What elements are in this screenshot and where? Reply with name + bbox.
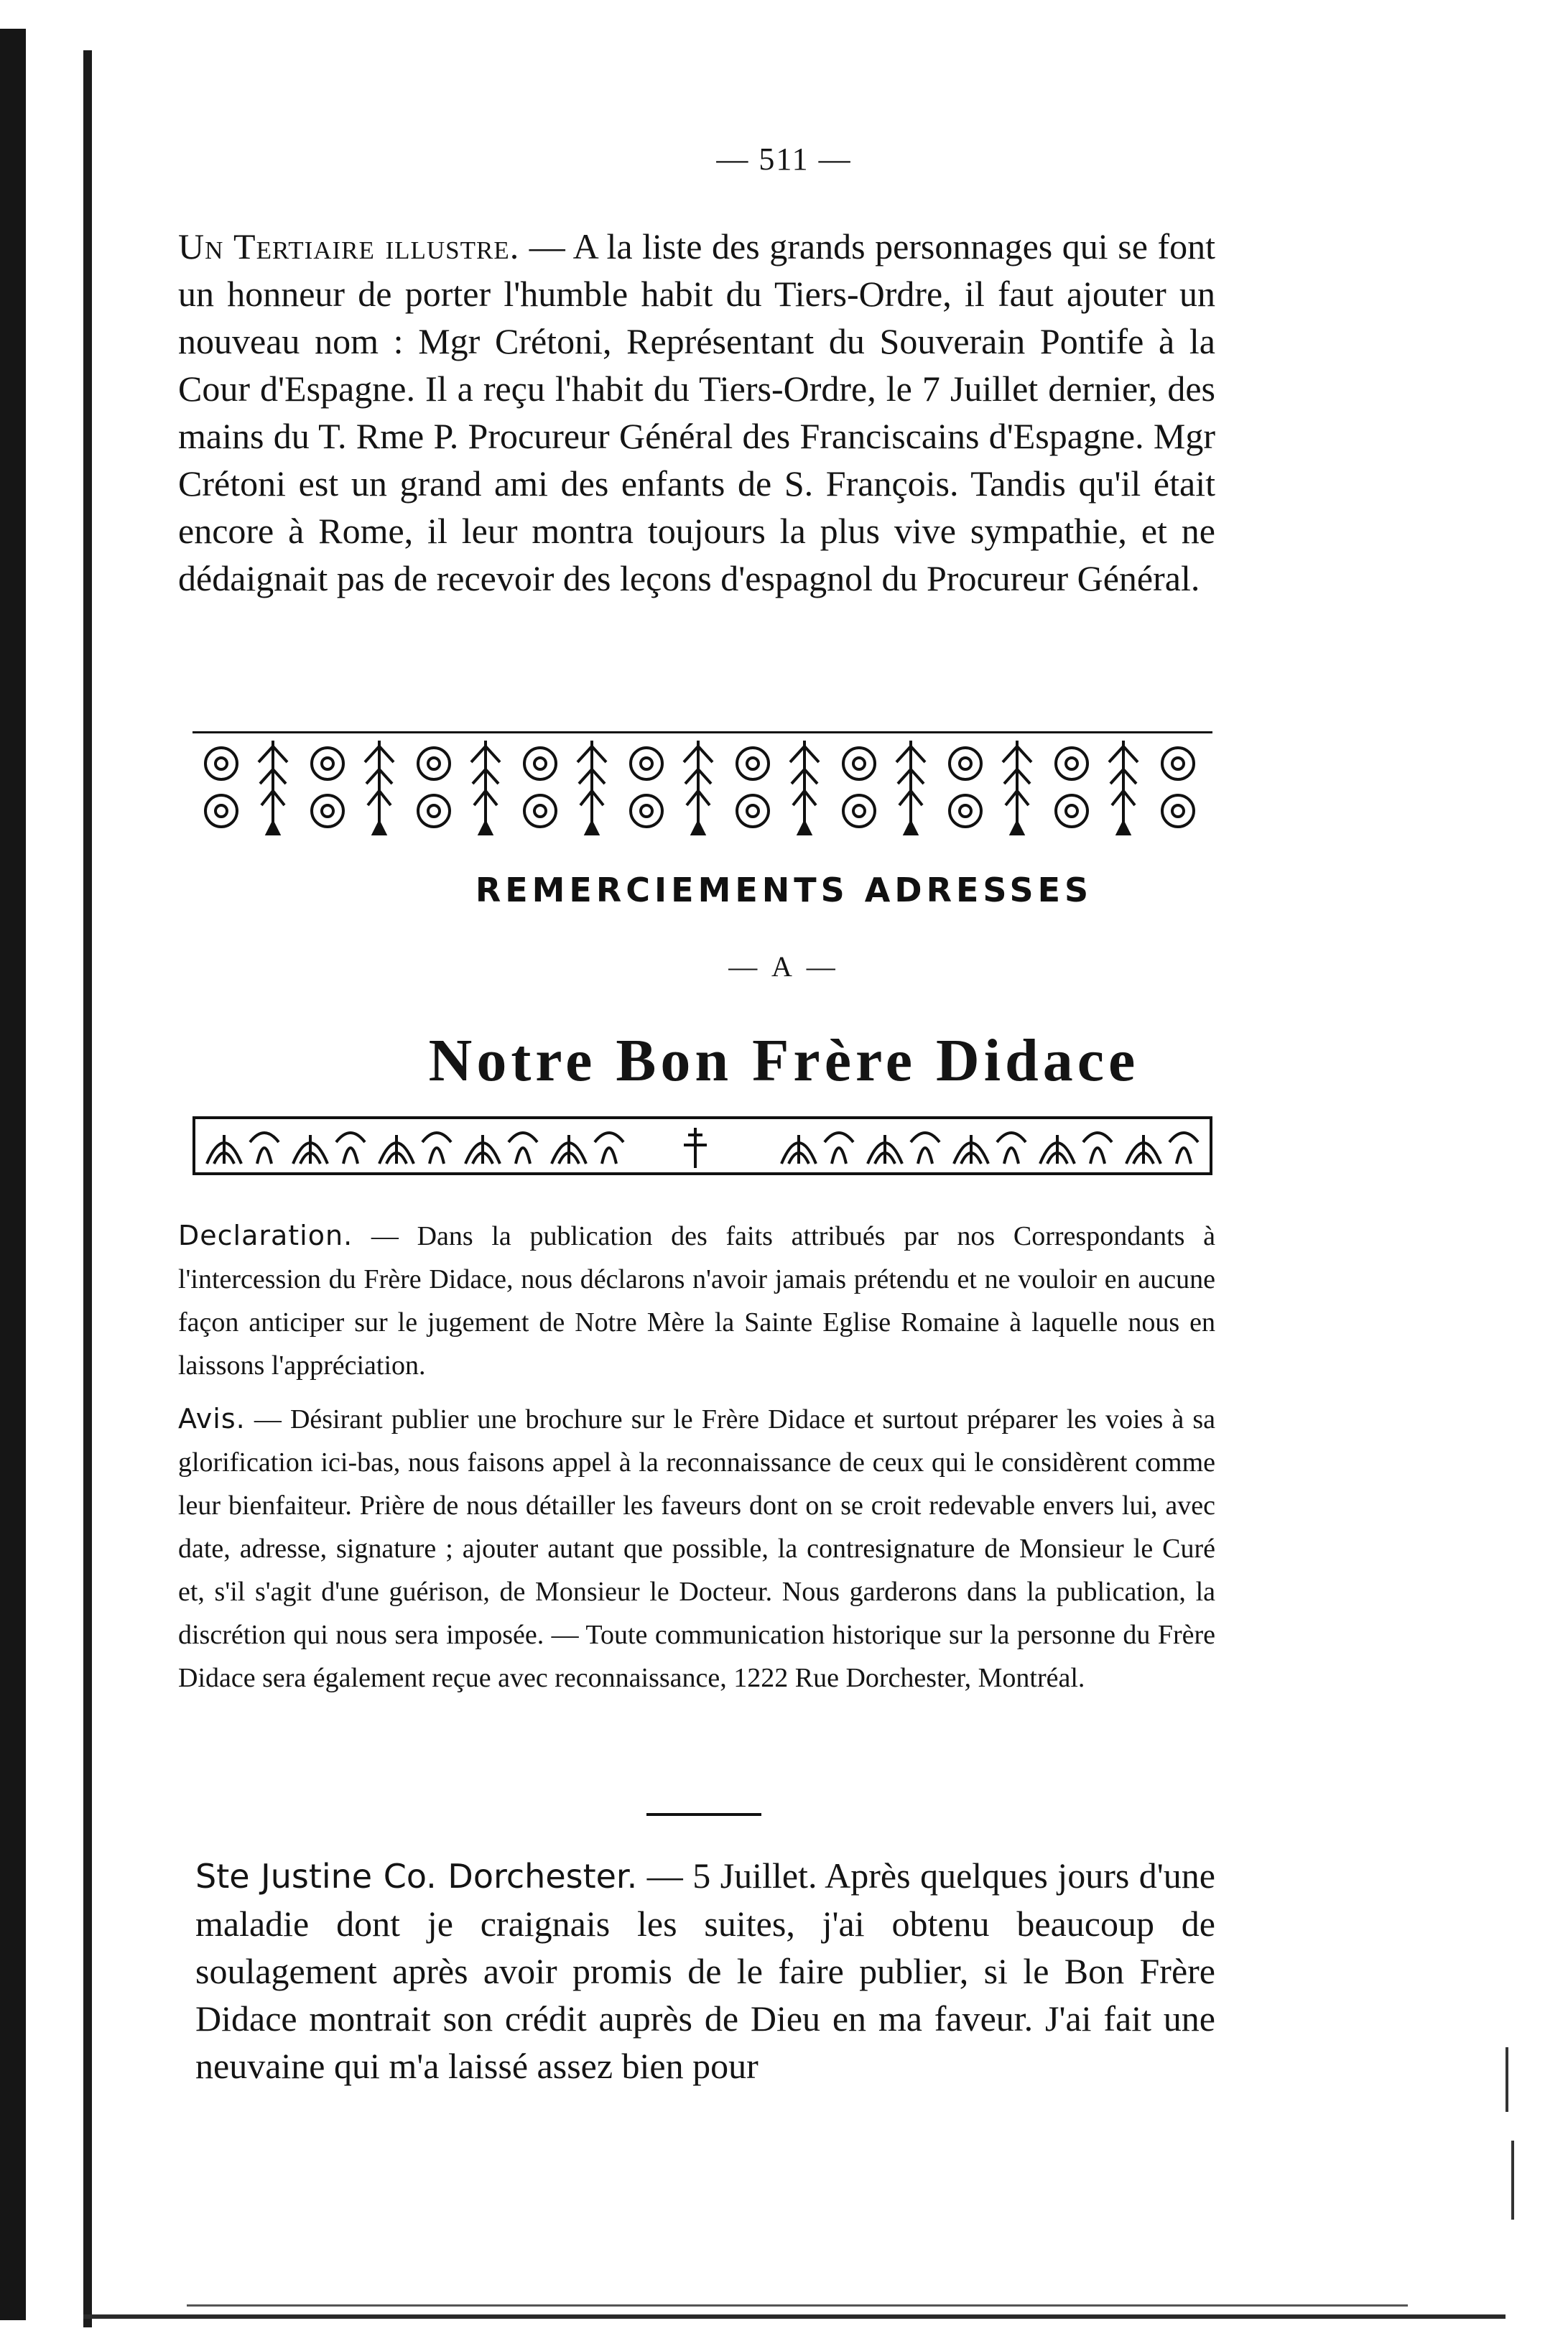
letter-body: — 5 Juillet. Après quelques jours d'une maladie dont je craignais les suites, j'ai obtenu beaucoup de soulagement après avoir promis de le faire publier, si le Bon Frère Didace montrait son crédit auprès de Dieu en ma faveur. J'ai fait une neuvaine qui m'a laissé assez bien pour: [195, 1855, 1215, 2086]
margin-mark: [1506, 2047, 1508, 2112]
avis-paragraph: [178, 1397, 1215, 1700]
ornament-band-top: [192, 731, 1212, 843]
avis-label: Avis.: [178, 1403, 246, 1434]
page-number: — 511 —: [716, 142, 852, 177]
ornament-band-bottom: [192, 1113, 1212, 1182]
heading-remerciements: REMERCIEMENTS ADRESSES: [475, 871, 1093, 909]
page-binding-edge: [83, 50, 92, 2327]
declaration-body: — Dans la publication des faits attribués par nos Correspondants à l'intercession du Frère Didace, nous déclarons n'avoir jamais prétendu et ne vouloir en aucune façon anticiper sur le jugement de Notre Mère la Sainte Eglise Romaine à laquelle nous en laissons l'appréciation.: [178, 1221, 1215, 1381]
section-separator: [646, 1813, 761, 1816]
page-spine-shadow: [0, 29, 26, 2320]
heading-a: — A —: [728, 950, 840, 983]
letter-place-label: Ste Justine Co. Dorchester.: [195, 1857, 638, 1896]
notices: [178, 1214, 1215, 1710]
heading-frere-didace: Notre Bon Frère Didace: [428, 1027, 1140, 1094]
letter-paragraph: [195, 1852, 1215, 2090]
tertiaire-body: — A la liste des grands personnages qui se font un honneur de porter l'humble habit du Tiers-Ordre, il faut ajouter un nouveau nom : Mgr Crétoni, Représentant du Souverain Pontife à la Cour d'Espagne. Il a reçu l'habit du Tiers-Ordre, le 7 Juillet dernier, des mains du T. Rme P. Procureur Général des Franciscains d'Espagne. Mgr Crétoni est un grand ami des enfants de S. François. Tandis qu'il était encore à Rome, il leur montra toujours la plus vive sympathie, et ne dédaignait pas de recevoir des leçons d'espagnol du Procureur Général.: [178, 226, 1215, 598]
floral-ornament: [192, 733, 1212, 840]
letter-section: [195, 1852, 1215, 2090]
declaration-label: Declaration.: [178, 1220, 353, 1251]
declaration-paragraph: [178, 1214, 1215, 1387]
tertiaire-title: Un Tertiaire illustre.: [178, 226, 520, 266]
palmette-ornament: [192, 1113, 1212, 1178]
tertiaire-paragraph: [178, 223, 1215, 602]
avis-body: — Désirant publier une brochure sur le Frère Didace et surtout préparer les voies à sa glorification ici-bas, nous faisons appel à la reconnaissance de ceux qui le considèrent comme leur bienfaiteur. Prière de nous détailler les faveurs dont on se croit redevable envers lui, avec date, adresse, signature ; ajouter autant que possible, la contresignature de Monsieur le Curé et, s'il s'agit d'une guérison, de Monsieur le Docteur. Nous garderons dans la publication, la discrétion qui nous sera imposée. — Toute communication historique sur la personne du Frère Didace sera également reçue avec reconnaissance, 1222 Rue Dorchester, Montréal.: [178, 1404, 1215, 1693]
bottom-page-edge: [83, 2314, 1506, 2319]
section-tertiaire: [178, 223, 1215, 602]
margin-mark: [1511, 2141, 1514, 2220]
bottom-scan-line: [187, 2304, 1408, 2307]
